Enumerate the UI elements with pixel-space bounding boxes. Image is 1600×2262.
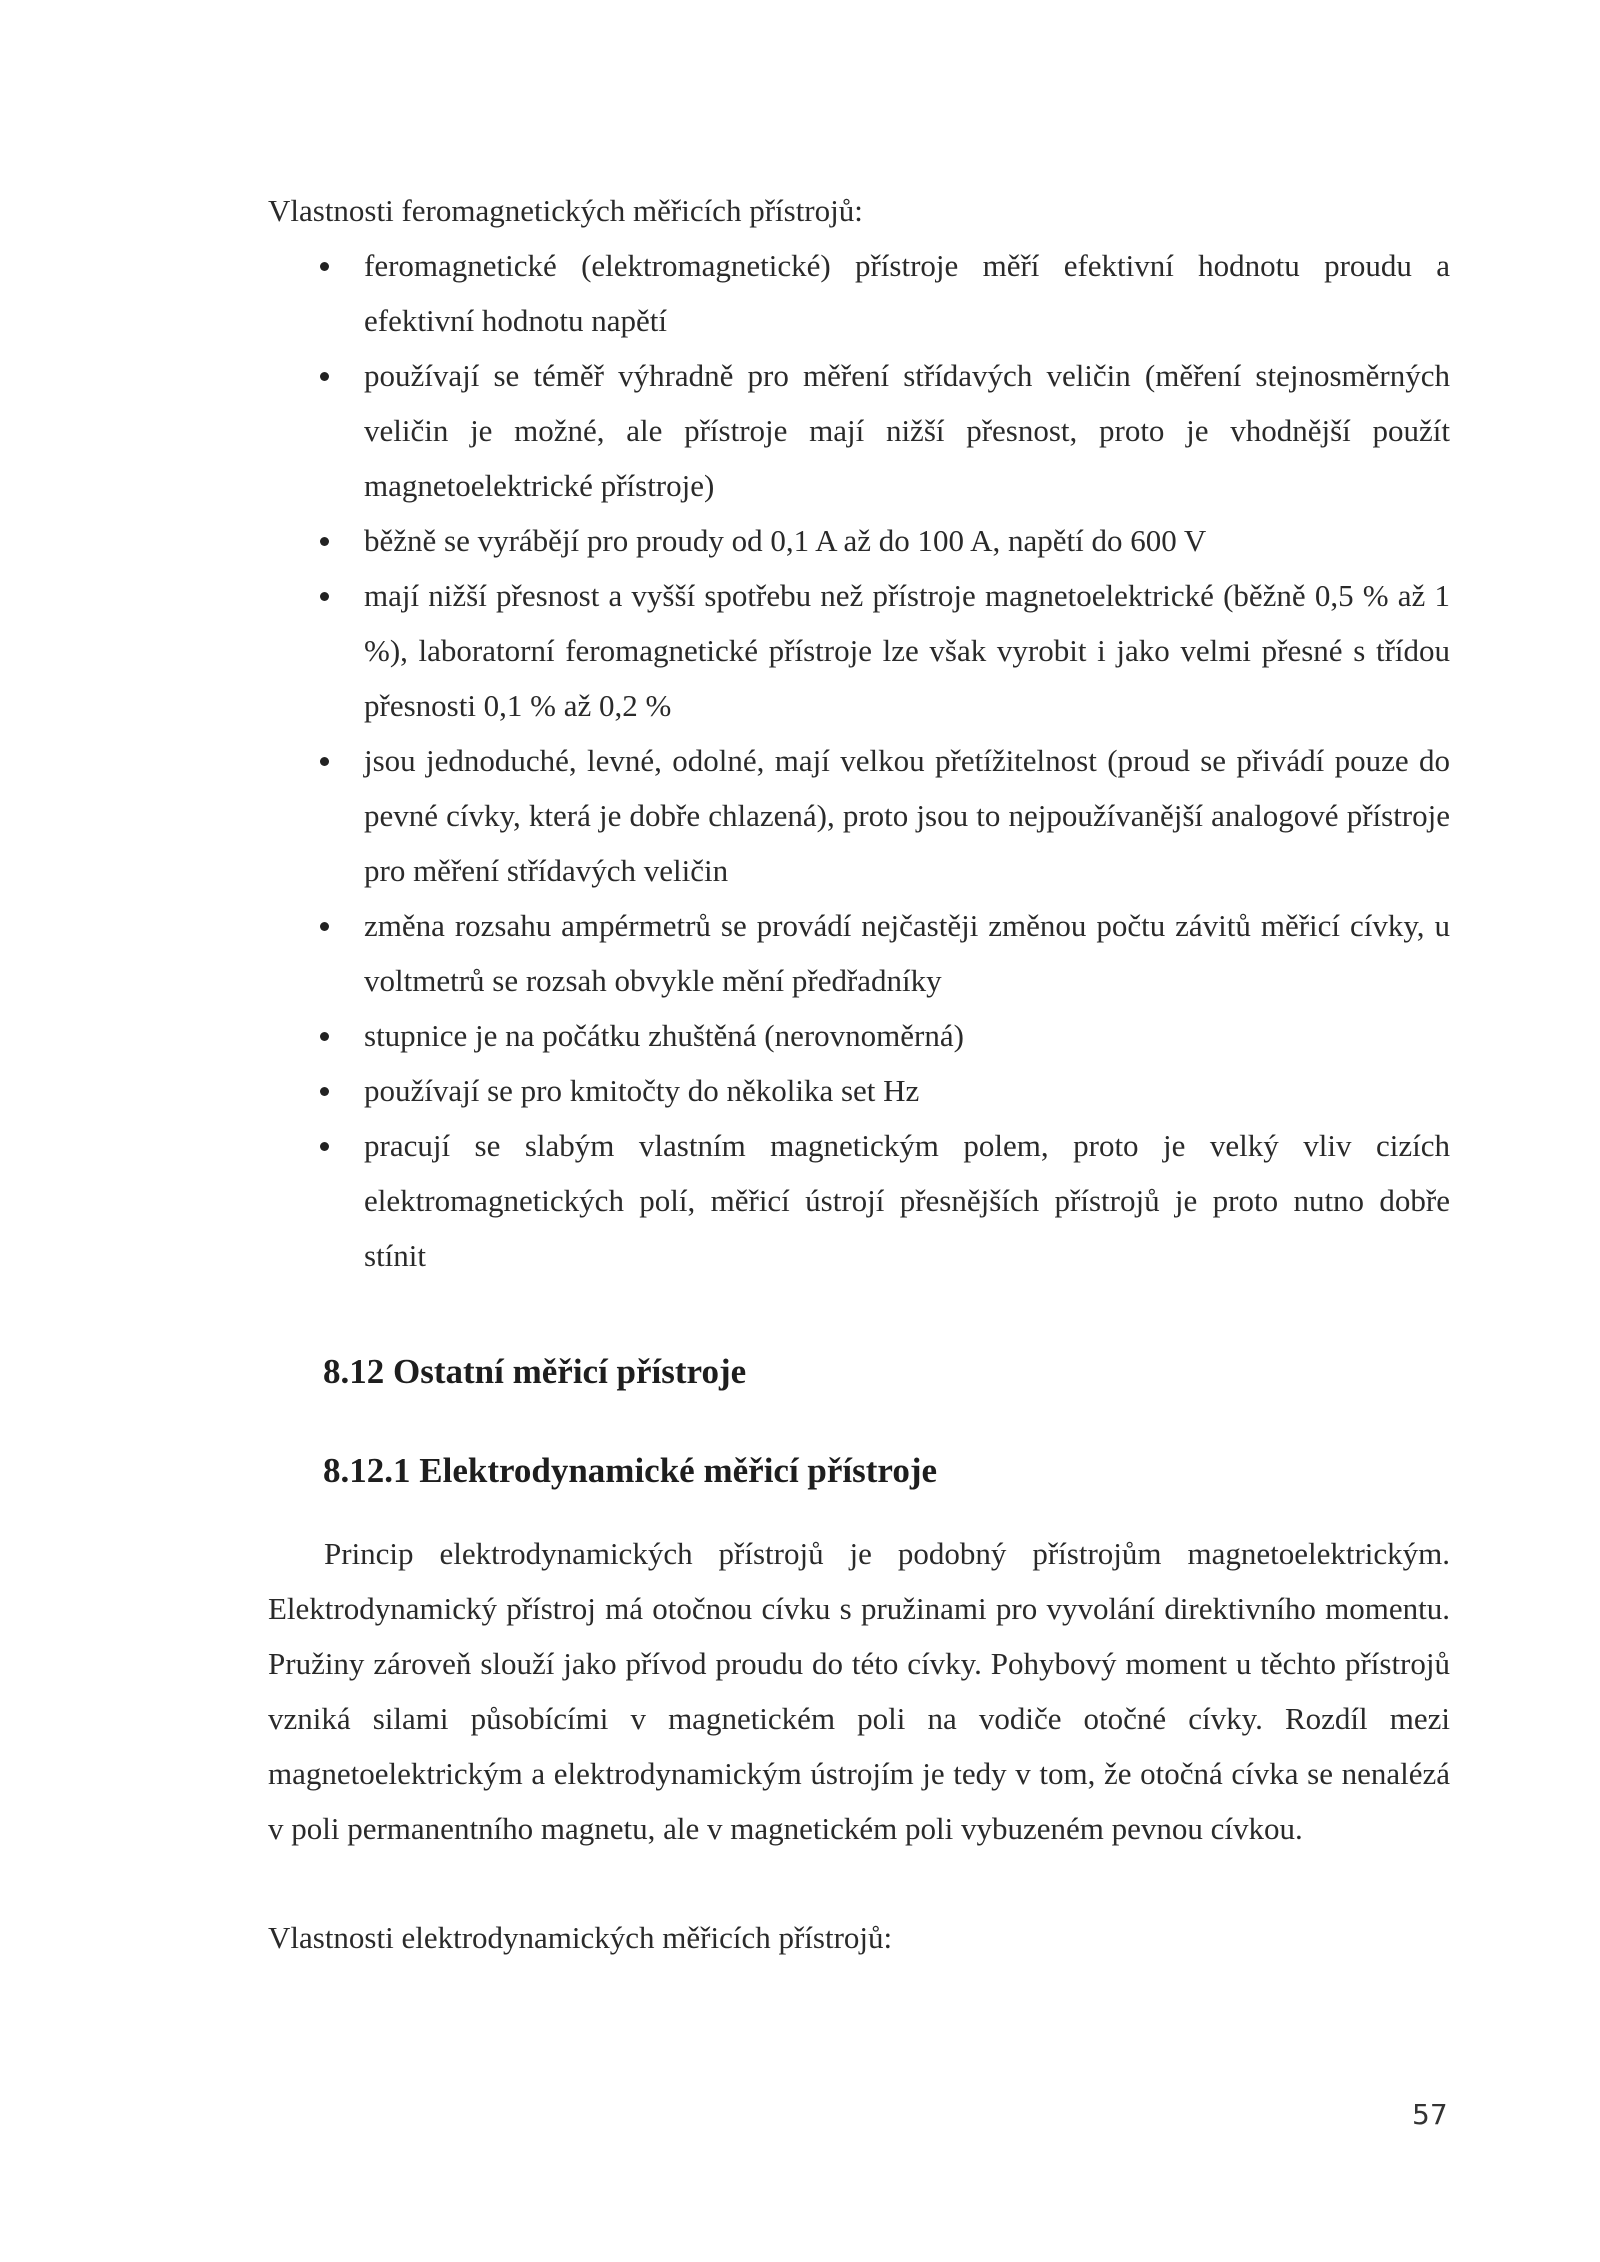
list-item [268, 238, 1450, 348]
properties-list [268, 238, 1450, 1283]
list-item [268, 1118, 1450, 1283]
section-heading: 8.12 Ostatní měřicí přístroje [323, 1352, 747, 1391]
body-paragraph: Princip elektrodynamických přístrojů je podobný přístrojům magnetoelektrickým. Elektrodynamický přístroj má otočnou cívku s pružinami pro vyvolání direktivního momentu. Pružiny zároveň slouží jako přívod proudu do této cívky. Pohybový moment u těchto přístrojů vzniká silami působícími v magnetickém poli na vodiče otočné cívky. Rozdíl mezi magnetoelektrickým a elektrodynamickým ústrojím je tedy v tom, že otočná cívka se nenalézá v poli permanentního magnetu, ale v magnetickém poli vybuzeném pevnou cívkou. [268, 1536, 1450, 1846]
bullet-icon [320, 1087, 329, 1096]
list-item-text: změna rozsahu ampérmetrů se provádí nejčastěji změnou počtu závitů měřicí cívky, u voltmetrů se rozsah obvykle mění předřadníky [364, 908, 1450, 998]
intro-line: Vlastnosti feromagnetických měřicích přístrojů: [268, 193, 863, 228]
list-item [268, 898, 1450, 1008]
bullet-icon [320, 1142, 329, 1151]
page-number: 57 [1412, 2098, 1448, 2131]
bullet-icon [320, 922, 329, 931]
list-item-text: běžně se vyrábějí pro proudy od 0,1 A až do 100 A, napětí do 600 V [364, 523, 1207, 558]
bullet-icon [320, 592, 329, 601]
list-item [268, 733, 1450, 898]
bullet-icon [320, 262, 329, 271]
bullet-icon [320, 1032, 329, 1041]
list-item-text: jsou jednoduché, levné, odolné, mají velkou přetížitelnost (proud se přivádí pouze do pevné cívky, která je dobře chlazená), proto jsou to nejpoužívanější analogové přístroje pro měření střídavých veličin [364, 743, 1450, 888]
list-item-text: feromagnetické (elektromagnetické) přístroje měří efektivní hodnotu proudu a efektivní hodnotu napětí [364, 248, 1450, 338]
bullet-icon [320, 757, 329, 766]
list-item-text: používají se téměř výhradně pro měření střídavých veličin (měření stejnosměrných veličin je možné, ale přístroje mají nižší přesnost, proto je vhodnější použít magnetoelektrické přístroje) [364, 358, 1450, 503]
list-item-text: pracují se slabým vlastním magnetickým polem, proto je velký vliv cizích elektromagnetických polí, měřicí ústrojí přesnějších přístrojů je proto nutno dobře stínit [364, 1128, 1450, 1273]
list-item-text: mají nižší přesnost a vyšší spotřebu než přístroje magnetoelektrické (běžně 0,5 % až 1 %), laboratorní feromagnetické přístroje lze však vyrobit i jako velmi přesné s třídou přesnosti 0,1 % až 0,2 % [364, 578, 1450, 723]
list-item-text: používají se pro kmitočty do několika set Hz [364, 1073, 920, 1108]
outro-line: Vlastnosti elektrodynamických měřicích přístrojů: [268, 1920, 893, 1955]
bullet-icon [320, 372, 329, 381]
bullet-icon [320, 537, 329, 546]
list-item [268, 1008, 1450, 1063]
subsection-heading: 8.12.1 Elektrodynamické měřicí přístroje [323, 1451, 938, 1490]
list-item-text: stupnice je na počátku zhuštěná (nerovnoměrná) [364, 1018, 964, 1053]
list-item [268, 348, 1450, 513]
list-item [268, 568, 1450, 733]
list-item [268, 1063, 1450, 1118]
list-item [268, 513, 1450, 568]
